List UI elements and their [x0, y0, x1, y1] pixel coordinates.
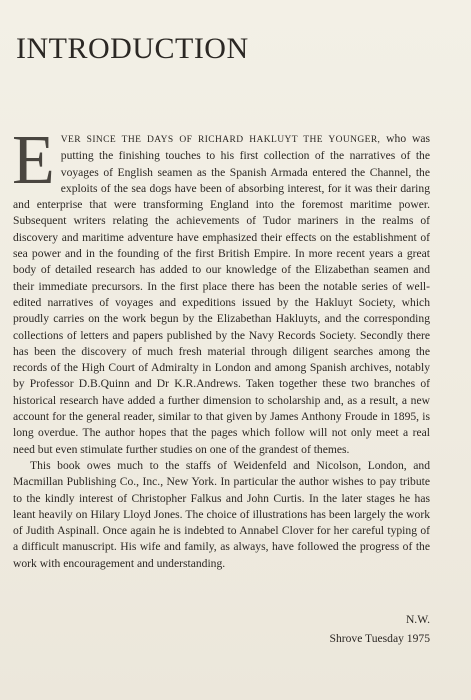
drop-cap: E: [12, 122, 55, 199]
page-title: INTRODUCTION: [16, 32, 249, 65]
paragraph-1-text: who was putting the finishing touches to his first collection of the narratives of the voyages of English seamen as the Spanish Armada entered the Channel, the exploits of the sea dogs have been of absorbing interest, for it was their daring and enterprise that were transforming England into the foremost maritime power. Subsequent writers relating the achievements of Tudor mariners in the realms of discovery and maritime adventure have emphasized their effects on the establishment of sea power and in the founding of the first British Empire. In more recent years a great body of detailed research has added to our knowledge of the Elizabethan seamen and their immediate precursors. In the first place there has been the notable series of well-edited narratives of voyages and expeditions issued by the Hakluyt Society, which proudly carries on the work begun by the Elizabethan Hakluyts, and the corresponding collections of letters and papers published by the Navy Records Society. Secondly there has been the discovery of much fresh material through diligent searches among the records of the High Court of Admiralty in London and among Spanish archives, notably by Professor D.B.Quinn and Dr K.R.Andrews. Taken together these two branches of historical research have added a further dimension to scholarship and, as a result, a new account for the general reader, similar to that given by James Anthony Froude in 1895, is long overdue. The author hopes that the pages which follow will not only meet a real need but even stimulate further studies on one of the grandest of themes.: [13, 132, 430, 456]
paragraph-1: [12, 122, 430, 458]
introduction-body: [12, 122, 430, 572]
paragraph-1-lead-in: VER SINCE THE DAYS OF RICHARD HAKLUYT THE YOUNGER,: [60, 135, 381, 145]
date-line: Shrove Tuesday 1975: [329, 632, 430, 645]
paragraph-2: This book owes much to the staffs of Weidenfeld and Nicolson, London, and Macmillan Publishing Co., Inc., New York. In particular the author wishes to pay tribute to the kindly interest of Christopher Falkus and John Curtis. In the later stages he has leant heavily on Hilary Lloyd Jones. The choice of illustrations has been largely the work of Judith Aspinall. Once again he is indebted to Annabel Clover for her careful typing of a difficult manuscript. His wife and family, as always, have followed the progress of the work with encouragement and understanding.: [13, 458, 430, 570]
author-initials: N.W.: [405, 613, 430, 626]
